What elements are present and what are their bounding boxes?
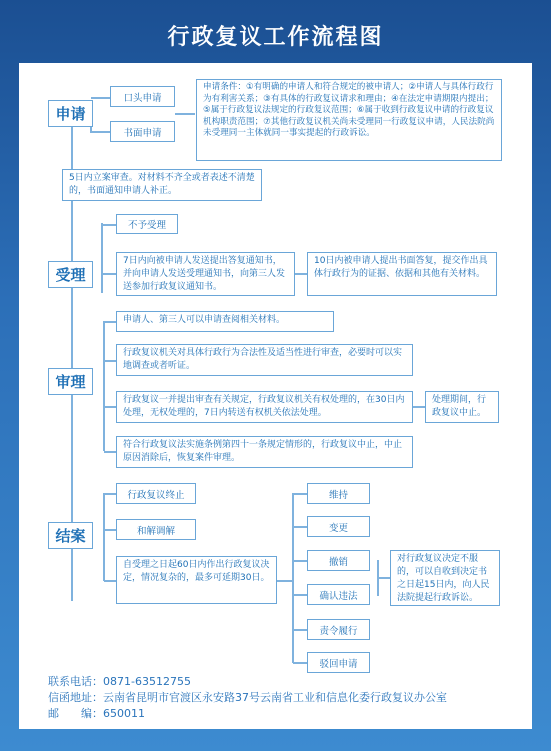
decision-deadline-box: 自受理之日起60日内作出行政复议决定，情况复杂的，最多可延期30日。 — [116, 556, 277, 604]
notify-box: 7日内向被申请人发送提出答复通知书，并向申请人发送受理通知书，向第三人发送参加行政复议通知书。 — [116, 252, 295, 296]
transfer-handling-box: 行政复议一并提出审查有关规定，行政复议机关有权处理的，在30日内处理，无权处理的，7日内转送有权机关依法处理。 — [116, 391, 413, 423]
page-title: 行政复议工作流程图 — [167, 25, 384, 50]
outcome-modify: 变更 — [307, 516, 370, 537]
decision-outcome-connector — [277, 580, 293, 582]
apply-oral-connector — [91, 97, 111, 99]
suspend-connector — [413, 406, 425, 408]
outcomes-branch-line — [292, 493, 294, 663]
appeal-connector — [378, 577, 390, 579]
examine-branch-line — [103, 321, 105, 451]
decision-connector — [104, 580, 116, 582]
review-connector — [104, 360, 116, 362]
apply-written-connector — [91, 131, 111, 133]
terminate-connector — [104, 493, 116, 495]
mediation-connector — [104, 529, 116, 531]
reject-box: 不予受理 — [116, 214, 178, 234]
reply-box: 10日内被申请人提出书面答复，提交作出具体行政行为的证据、依据和其他有关材料。 — [307, 252, 497, 296]
notify-connector — [102, 273, 116, 275]
outcome-connector-5 — [293, 629, 307, 631]
stage-accept-label: 受理 — [48, 261, 93, 288]
stage-apply-label: 申请 — [48, 100, 93, 127]
close-branch-line — [103, 493, 105, 581]
suspension-box: 处理期间，行政复议中止。 — [425, 391, 499, 423]
legality-review-box: 行政复议机关对具体行政行为合法性及适当性进行审查，必要时可以实地调查或者听证。 — [116, 344, 413, 376]
appeal-box: 对行政复议决定不服的，可以自收到决定书之日起15日内，向人民法院提起行政诉讼。 — [390, 550, 500, 606]
resume-connector — [104, 451, 116, 453]
termination-box: 行政复议终止 — [116, 483, 196, 504]
contact-phone: 联系电话：0871-63512755 — [48, 675, 191, 688]
application-conditions-box: 申请条件：①有明确的申请人和符合规定的被申请人；②申请人与具体行政行为有利害关系；③有具体的行政复议请求和理由；④在法定申请期限内提出；⑤属于行政复议法规定的行政复议范围；⑥属于收到行政复议申请的行政复议机构职责范围；⑦其他行政复议机关尚未受理同一行政复议申请，人民法院尚未受理同一主体就同一事实提起的行政诉讼。 — [196, 79, 502, 161]
outcome-dismiss: 驳回申请 — [307, 652, 370, 673]
outcome-order-performance: 责令履行 — [307, 619, 370, 640]
resume-hearing-box: 符合行政复议法实施条例第四十一条规定情形的，行政复议中止，中止原因消除后，恢复案件审理。 — [116, 436, 413, 468]
outcome-connector-1 — [293, 493, 307, 495]
oral-application-box: 口头申请 — [110, 86, 175, 107]
outcome-uphold: 维持 — [307, 483, 370, 504]
written-application-box: 书面申请 — [110, 121, 175, 142]
consult-materials-box: 申请人、第三人可以申请查阅相关材料。 — [116, 311, 334, 332]
accept-branch-line — [101, 223, 103, 293]
reject-connector — [102, 224, 116, 226]
flowchart-panel — [19, 63, 532, 729]
reply-connector — [295, 273, 307, 275]
outcome-confirm-illegal: 确认违法 — [307, 584, 370, 605]
stage-close-label: 结案 — [48, 522, 93, 549]
mediation-box: 和解调解 — [116, 519, 196, 540]
transfer-connector — [104, 406, 116, 408]
outcome-connector-6 — [293, 662, 307, 664]
postcode: 邮 编：650011 — [48, 707, 145, 720]
consult-connector — [104, 321, 116, 323]
five-day-review-box: 5日内立案审查。对材料不齐全或者表述不清楚的，书面通知申请人补正。 — [62, 169, 262, 201]
outcome-connector-3 — [293, 560, 307, 562]
mail-address: 信函地址：云南省昆明市官渡区永安路37号云南省工业和信息化委行政复议办公室 — [48, 691, 447, 704]
apply-conditions-connector — [175, 113, 195, 115]
outcome-connector-4 — [293, 594, 307, 596]
outcome-connector-2 — [293, 526, 307, 528]
stage-examine-label: 审理 — [48, 368, 93, 395]
outcome-revoke: 撤销 — [307, 550, 370, 571]
